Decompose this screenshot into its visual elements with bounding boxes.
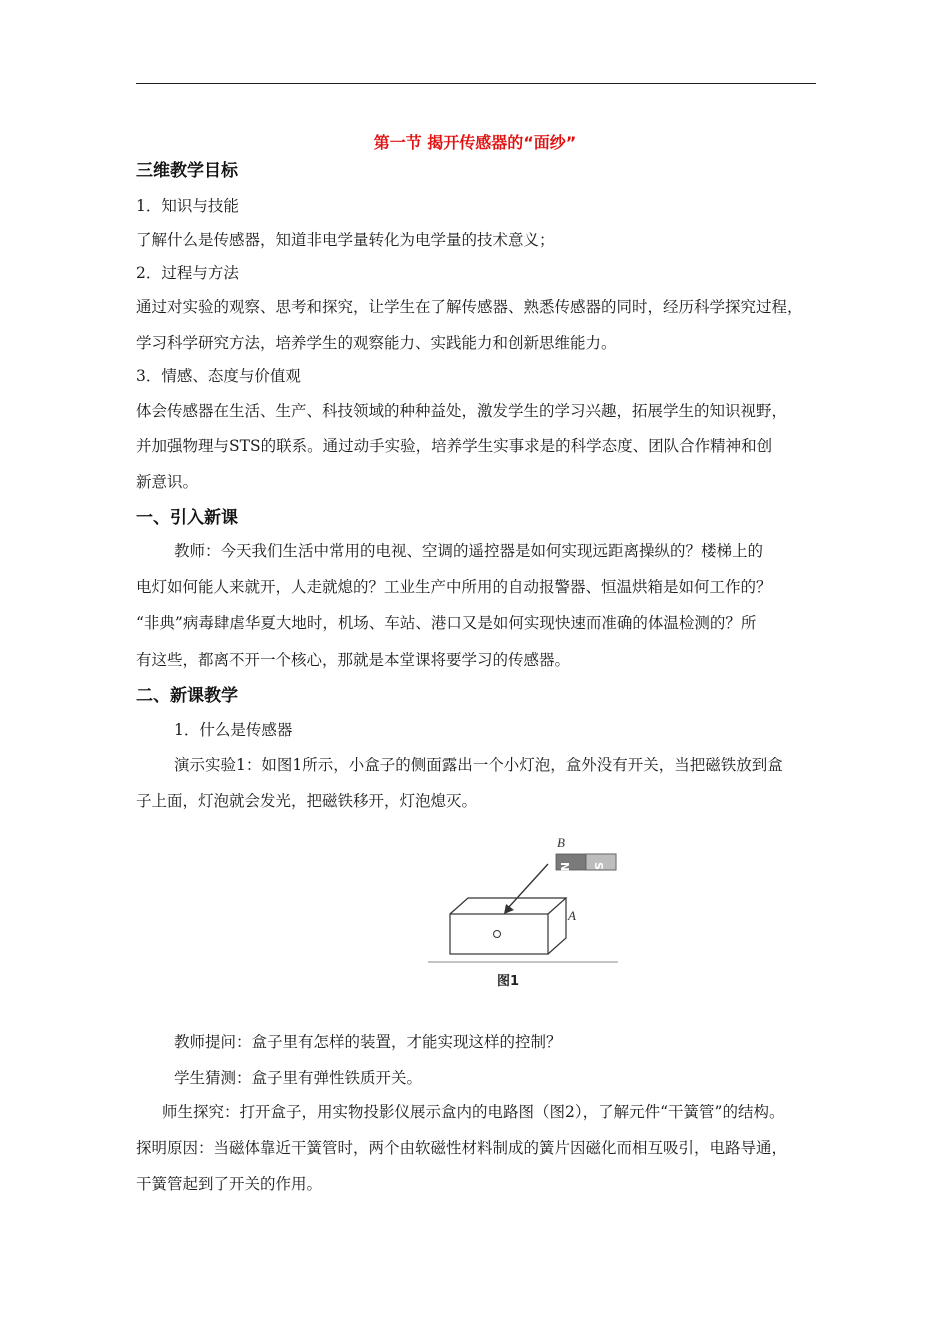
demo-line-1: 演示实验1：如图1所示，小盒子的侧面露出一个小灯泡，盒外没有开关，当把磁铁放到盒 [174, 756, 783, 774]
heading-teaching-goals: 三维教学目标 [136, 161, 238, 181]
explore-line-3: 干簧管起到了开关的作用。 [136, 1175, 323, 1193]
explore-line-2: 探明原因：当磁体靠近干簧管时，两个由软磁性材料制成的簧片因磁化而相互吸引，电路导通， [136, 1139, 788, 1157]
magnet-icon [556, 854, 616, 871]
intro-line-2: 电灯如何能人来就开，人走就熄的？工业生产中所用的自动报警器、恒温烘箱是如何工作的？ [136, 578, 772, 596]
intro-line-3: “非典”病毒肆虐华夏大地时，机场、车站、港口又是如何实现快速而准确的体温检测的？所 [136, 614, 757, 632]
goal-2-text-line-2: 学习科学研究方法，培养学生的观察能力、实践能力和创新思维能力。 [136, 334, 617, 352]
figure-label-b: B [557, 835, 565, 850]
figure-label-a: A [568, 908, 576, 923]
magnet-n-label: N [558, 862, 571, 872]
teacher-question: 教师提问：盒子里有怎样的装置，才能实现这样的控制？ [174, 1033, 562, 1051]
page-title: 第一节 揭开传感器的“面纱” [373, 133, 577, 152]
heading-intro: 一、引入新课 [136, 508, 238, 528]
goal-2-title: 2．过程与方法 [136, 264, 239, 282]
goal-3-text-line-2: 并加强物理与STS的联系。通过动手实验，培养学生实事求是的科学态度、团队合作精神和创 [136, 437, 773, 455]
goal-1-text: 了解什么是传感器，知道非电学量转化为电学量的技术意义； [136, 231, 555, 249]
goal-2-text-line-1: 通过对实验的观察、思考和探究，让学生在了解传感器、熟悉传感器的同时，经历科学探究过程， [136, 298, 803, 316]
explore-line-1: 师生探究：打开盒子，用实物投影仪展示盒内的电路图（图2），了解元件“干簧管”的结构。 [162, 1103, 785, 1121]
figure-1-caption: 图1 [497, 974, 520, 989]
heading-new-lesson: 二、新课教学 [136, 686, 238, 706]
intro-line-4: 有这些，都离不开一个核心，那就是本堂课将要学习的传感器。 [136, 651, 571, 669]
goal-3-title: 3．情感、态度与价值观 [136, 367, 301, 385]
magnet-s-label: S [592, 862, 605, 870]
goal-1-title: 1．知识与技能 [136, 197, 239, 215]
goal-3-text-line-3: 新意识。 [136, 473, 199, 491]
student-guess: 学生猜测：盒子里有弹性铁质开关。 [174, 1069, 423, 1087]
intro-line-1: 教师：今天我们生活中常用的电视、空调的遥控器是如何实现远距离操纵的？楼梯上的 [174, 542, 764, 560]
goal-3-text-line-1: 体会传感器在生活、生产、科技领域的种种益处，激发学生的学习兴趣，拓展学生的知识视野， [136, 402, 788, 420]
arrow-icon [504, 864, 548, 914]
demo-line-2: 子上面，灯泡就会发光，把磁铁移开，灯泡熄灭。 [136, 792, 478, 810]
subheading-what-is-sensor: 1．什么是传感器 [174, 721, 293, 739]
header-rule [136, 83, 816, 84]
bulb-icon [494, 931, 501, 938]
figure-1-magnet-box [420, 828, 630, 998]
